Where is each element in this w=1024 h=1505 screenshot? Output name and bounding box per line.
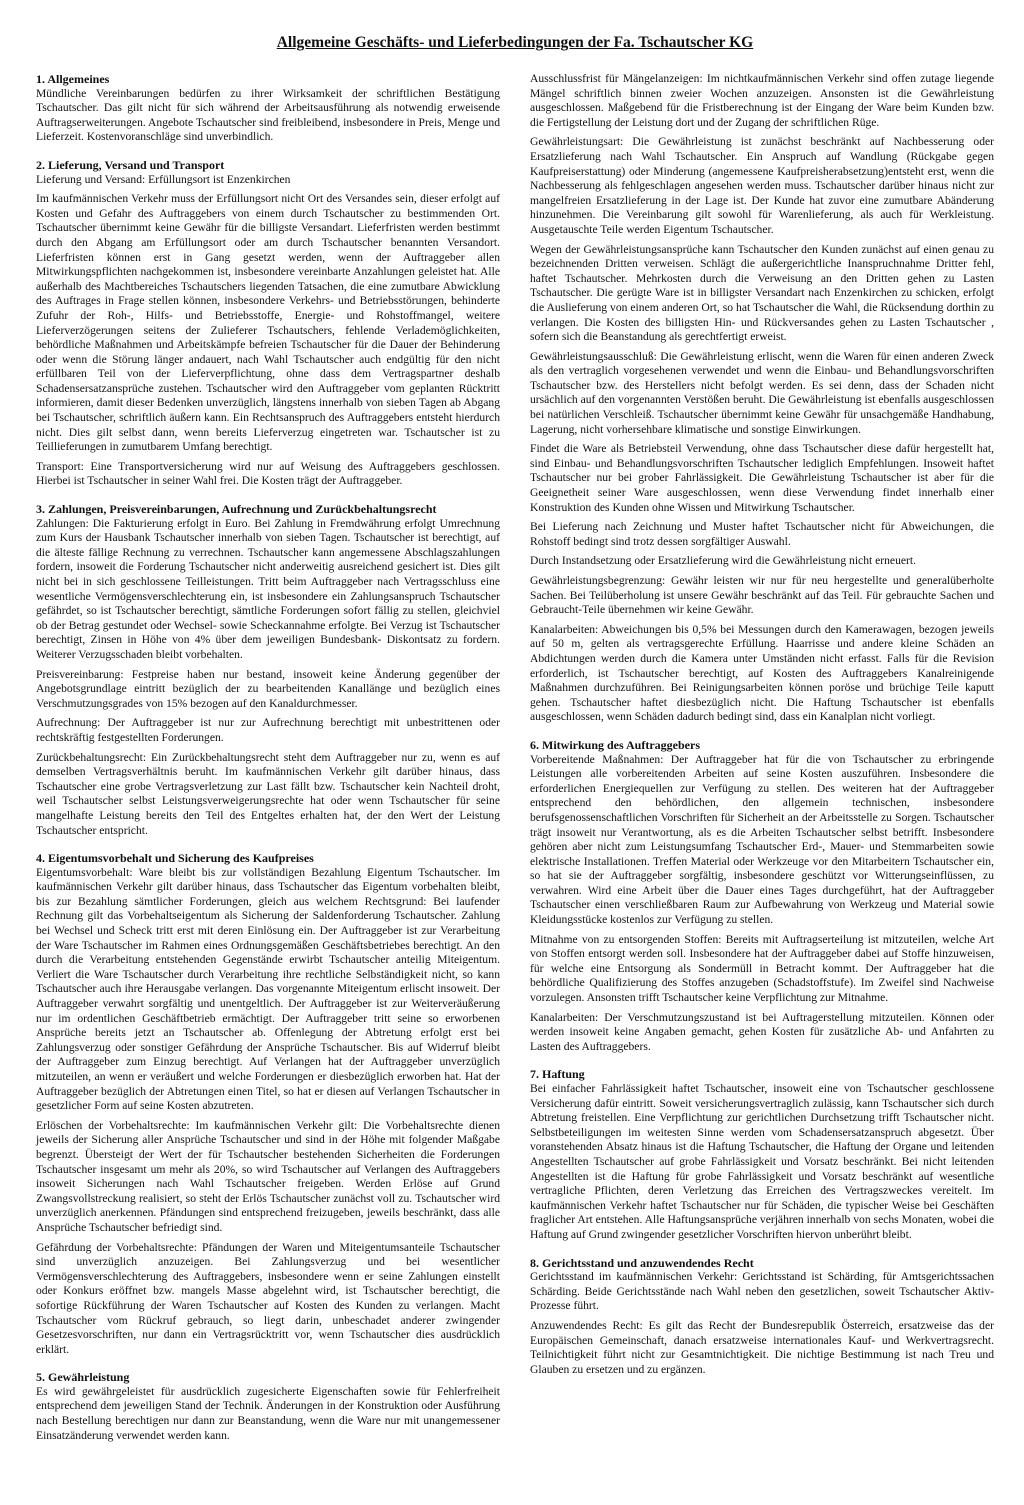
section-paragraph: Eigentumsvorbehalt: Ware bleibt bis zur vollständigen Bezahlung Eigentum Tschautscher. Im kaufmännischen Verkehr gilt darüber hinaus, dass Tschautscher das Eigentum vorbehalten bleibt, bis zur Bezahlung sämtlicher Forderungen, gleich aus welchem Rechtsgrund: Bei laufender Rechnung gilt das Vorbehaltseigentum als Sicherung der Saldenforderung Tschautscher. Zahlung bei Wechsel und Scheck tritt erst mit deren Einlösung ein. Der Auftraggeber ist zur Verarbeitung der Ware Tschautscher im Rahmen eines Ordnungsgemäßen Geschäftsbetriebes berechtigt. An den durch die Verarbeitung entstehenden Gegenstände erwirbt Tschautscher anteilig Miteigentum. Verliert die Ware Tschautscher durch Verarbeitung ihre rechtliche Selbständigkeit nicht, so kann Tschautscher auch ihre Herausgabe verlangen. Das vorgenannte Miteigentum erlischt insoweit. Der Auftraggeber verwahrt sorgfältig und unentgeltlich. Der Auftraggeber ist zur Weiterveräußerung nur im ordentlichen Geschäftbetrieb ermächtigt. Der Auftraggeber tritt seine so erworbenen Ansprüche bereits jetzt an Tschautscher ab. Offenlegung der Abtretung erfolgt erst bei Zahlungsverzug oder sonstiger Gefährdung der Ansprüche Tschautscher. Bis auf Widerruf bleibt der Auftraggeber zum Einzug berechtigt. Auf Verlangen hat der Auftraggeber unverzüglich mitzuteilen, an wenn er veräußert und welche Forderungen er diesbezüglich erworben hat. Hat der Auftraggeber bezüglich der Abtretungen einen Titel, so hat er diesen auf Verlangen Tschautscher in gesetzlicher Form auf seine Kosten abzutreten. (36, 865, 500, 1113)
section-paragraph: Gewährleistungsart: Die Gewährleistung ist zunächst beschränkt auf Nachbesserung oder Ersatzlieferung nach Wahl Tschautscher. Ein Anspruch auf Wandlung (Rückgabe gegen Kaufpreiserstattung) oder Minderung (angemessene Kaufpreisherabsetzung)entsteht erst, wenn die Nachbesserung als fehlgeschlagen angesehen werden muss. Tschautscher darüber hinaus nicht zur mangelfreien Ersatzlieferung in der Lage ist. Der Kunde hat zuvor eine zumutbare Abänderung hinzunehmen. Die Vereinbarung gilt sowohl für Warenlieferung, als auch für Werkleistung. Ausgetauschte Teile werden Eigentum Tschautscher. (530, 135, 994, 236)
document-title: Allgemeine Geschäfts- und Lieferbedingungen der Fa. Tschautscher KG (276, 34, 754, 51)
section-paragraph: Kanalarbeiten: Der Verschmutzungszustand ist bei Auftragerstellung mitzuteilen. Können oder werden insoweit keine Angaben gemacht, gehen Kosten für zusätzliche Ab- und Anfahrten zu Lasten des Auftraggebers. (530, 1010, 994, 1053)
section-paragraph: Ausschlussfrist für Mängelanzeigen: Im nichtkaufmännischen Verkehr sind offen zutage liegende Mängel schriftlich binnen zweier Wochen anzuzeigen. Ansonsten ist die Gewährleistung ausgeschlossen. Maßgebend für die Fristberechnung ist der Eingang der Ware beim Kunden bzw. die Fertigstellung der Leistung dort und der Zugang der schriftlichen Rüge. (530, 72, 994, 129)
section-paragraph: Mitnahme von zu entsorgenden Stoffen: Bereits mit Auftragserteilung ist mitzuteilen, welche Art von Stoffen entsorgt werden soll. Insbesondere hat der Auftraggeber dabei auf Stoffe hinzuweisen, für welche eine Entsorgung als Sondermüll in Betracht kommt. Der Auftraggeber hat die behördliche Qualifizierung des Stoffes anzugeben (Schadstoffstufe). Im Zweifel sind Nachweise vorzulegen. Ansonsten trifft Tschautscher keine Verpflichtung zur Mitnahme. (530, 932, 994, 1005)
section-paragraph: Gefährdung der Vorbehaltsrechte: Pfändungen der Waren und Miteigentumsanteile Tschautscher sind unverzüglich anzuzeigen. Bei Zahlungsverzug und bei wesentlicher Vermögensverschlechterung des Auftraggebers, insbesondere wenn er seine Zahlungen einstellt oder Konkurs eröffnet bzw. mangels Masse abgelehnt wird, ist Tschautscher berechtigt, die sofortige Rückführung der Waren Tschautscher auf Kosten des Kunden zu verlangen. Macht Tschautscher vom Rückruf gebrauch, so liegt darin, unbeschadet anderer zwingender Gesetzesvorschriften, nur dann ein Vertragsrücktritt vor, wenn Tschautscher dies ausdrücklich erklärt. (36, 1240, 500, 1356)
terms-section (36, 72, 500, 145)
section-heading: 1. Allgemeines (36, 72, 110, 86)
two-column-body (36, 72, 994, 1456)
terms-section (36, 1370, 500, 1443)
left-column (36, 72, 500, 1456)
section-paragraph: Bei einfacher Fahrlässigkeit haftet Tschautscher, insoweit eine von Tschautscher geschlossene Versicherung dafür eintritt. Soweit versicherungsvertraglich zulässig, kann Tschautscher sich durch Abtretung freistellen. Eine Verpflichtung zur gerichtlichen Durchsetzung trifft Tschautscher nicht. Selbstbeteiligungen im weitesten Sinne werden vom Schadensersatzanspruch abgesetzt. Über voranstehenden Absatz hinaus ist die Haftung Tschautscher, die Haftung der Organe und leitenden Angestellten Tschautscher auf grobe Fahrlässigkeit und Vorsatz beschränkt. Bei nicht leitenden Angestellten ist die Haftung für grobe Fahrlässigkeit und Vorsatz beschränkt auf wesentliche vertragliche Pflichten, deren Verletzung das Erreichen des Vertragszweckes vereitelt. Im kaufmännischen Verkehr haftet Tschautscher nur für Schäden, die typischer Weise bei Geschäften fraglicher Art entstehen. Alle Haftungsansprüche verjähren innerhalb von sechs Monaten, wobei die Haftung auf Grund zwingender gesetzlicher Vorschriften hiervon unberührt bleibt. (530, 1082, 994, 1241)
section-paragraph: Gerichtsstand im kaufmännischen Verkehr: Gerichtsstand ist Schärding, für Amtsgerichtssachen Schärding. Beide Gerichtsstände nach Wahl neben den gesetzlichen, soweit Tschautscher Aktiv-Prozesse führt. (530, 1270, 994, 1313)
section-heading: 7. Haftung (530, 1067, 585, 1082)
section-paragraph: Wegen der Gewährleistungsansprüche kann Tschautscher den Kunden zunächst auf einen genau zu bezeichnenden Dritten verweisen. Schlägt die außergerichtliche Inanspruchnahme Dritter fehl, haftet Tschautscher. Mehrkosten durch die Verweisung an den Dritten gehen zu Lasten Tschautscher. Die gerügte Ware ist in billigster Versandart nach Enzenkirchen zu schicken, erfolgt die Auslieferung von einem anderen Ort, so hat Tschautscher die Wahl, die Rücksendung dorthin zu verlangen. Die Kosten des billigsten Hin- und Rückversandes gehen zu Lasten Tschautscher , sofern sich die Beanstandung als gerechtfertigt erweist. (530, 242, 994, 344)
section-paragraph: Es wird gewährgeleistet für ausdrücklich zugesicherte Eigenschaften sowie für Fehlerfreiheit entsprechend dem jeweiligen Stand der Technik. Änderungen in der Konstruktion oder Ausführung nach Bestellung berechtigen nur dann zur Beanstandung, wenn die Ware nur mit unangemessener Einsatzänderung verwendet werden kann. (36, 1384, 500, 1442)
section-paragraph: Durch Instandsetzung oder Ersatzlieferung wird die Gewährleistung nicht erneuert. (530, 554, 916, 568)
terms-section (36, 158, 500, 489)
section-paragraph: Anzuwendendes Recht: Es gilt das Recht der Bundesrepublik Österreich, ersatzweise das der Europäischen Gemeinschaft, danach ersatzweise internationales Kauf- und Werkvertragsrecht. Teilnichtigkeit führt nicht zur Gesamtnichtigkeit. Die nichtige Bestimmung ist nach Treu und Glauben zu ersetzen und zu ergänzen. (530, 1318, 994, 1376)
section-heading: 6. Mitwirkung des Auftraggebers (530, 737, 700, 752)
terms-section (530, 738, 994, 1054)
section-paragraph: Gewährleistungsausschluß: Die Gewährleistung erlischt, wenn die Waren für einen anderen Zweck als den vertraglich vorgesehenen verwendet und wenn die Einbau- und Behandlungsvorschriften Tschautscher bzw. des Herstellers nicht befolgt werden. Es sei denn, dass der Schaden nicht ursächlich auf den vorgenannten Verstößen beruht. Die Gewährleistung ist ebenfalls ausgeschlossen bei natürlichen Verschleiß. Tschautscher übernimmt keine Gewähr für unsachgemäße Handhabung, Lagerung, nicht vorhersehbare klimatische und sonstige Einwirkungen. (530, 349, 994, 436)
right-column (530, 72, 994, 1456)
section-paragraph: Kanalarbeiten: Abweichungen bis 0,5% bei Messungen durch den Kamerawagen, bezogen jeweils auf 50 m, gelten als vertragsgerechte Erfüllung. Haarrisse und andere kleine Schäden an Abdichtungen werden durch die Kamera unter Umständen nicht erfasst. Falls für die Revision erforderlich, ist Tschautscher berechtigt, auf Kosten des Auftraggebers Kanalreinigende Maßnahmen durchzuführen. Bei Reinigungsarbeiten können poröse und brüchige Teile kaputt gehen. Tschautscher haftet diesbezüglich nicht. Die Haftung Tschautscher ist ebenfalls ausgeschlossen, wenn Schäden dadurch bedingt sind, dass ein Kanalplan nicht vorliegt. (530, 622, 994, 724)
section-paragraph: Erlöschen der Vorbehaltsrechte: Im kaufmännischen Verkehr gilt: Die Vorbehaltsrechte dienen jeweils der Sicherung aller Ansprüche Tschautscher und sind in der Höhe mit folgender Maßgabe begrenzt. Übersteigt der Wert der für Tschautscher bestehenden Sicherheiten die Forderungen Tschautscher insgesamt um mehr als 20%, so wird Tschautscher auf Verlangen des Auftraggebers insoweit Sicherungen nach Wahl Tschautscher freigeben. Werden Erlöse auf Grund Zwangsvollstreckung realisiert, so steht der Erlös Tschautscher zunächst voll zu. Tschautscher wird unverzüglich anerkennen. Pfändungen sind entsprechend freizugeben, jeweils beschränkt, dass alle Ansprüche Tschautscher befriedigt sind. (36, 1118, 500, 1234)
section-heading: 3. Zahlungen, Preisvereinbarungen, Aufrechnung und Zurückbehaltungsrecht (36, 502, 437, 517)
section-paragraph: Lieferung und Versand: Erfüllungsort ist Enzenkirchen (36, 172, 291, 186)
terms-section (530, 72, 994, 725)
section-heading: 5. Gewährleistung (36, 1370, 130, 1385)
section-heading: 4. Eigentumsvorbehalt und Sicherung des Kaufpreises (36, 851, 314, 866)
section-paragraph: Gewährleistungsbegrenzung: Gewähr leisten wir nur für neu hergestellte und generalüberholte Sachen. Bei Teilüberholung ist unsere Gewähr beschränkt auf das Teil. Für gebrauchte Sachen und Gebraucht-Teile übernehmen wir keine Gewähr. (530, 574, 994, 617)
section-paragraph: Vorbereitende Maßnahmen: Der Auftraggeber hat für die von Tschautscher zu erbringende Leistungen alle vorbereitenden Arbeiten auf seine Kosten auszuführen. Insbesondere die erforderlichen Energiequellen zur Verfügung zu stellen. Des weiteren hat der Auftraggeber entsprechend den behördlichen, den allgemein technischen, insbesondere berufsgenossenschaftlichen Vorschriften für Sicherheit an der Arbeitsstelle zu Sorgen. Tschautscher trägt insoweit nur Verantwortung, als es die Arbeiten Tschautscher selbst betrifft. Insbesondere gehören aber nicht zum Leistungsumfang Tschautscher Erd-, Mauer- und Stemmarbeiten sowie elektrische Installationen. Treffen Material oder Werkzeuge vor den Mitarbeitern Tschautscher ein, so hat sie der Auftraggeber sorgfältig, insbesondere geschützt vor Witterungseinflüssen, zu verwahren. Wird eine Arbeit über die Dauer eines Tages durchgeführt, hat der Auftraggeber Tschautscher einen verschließbaren Raum zur Aufbewahrung von Werkzeug und Material sowie Kleidungsstücke kostenlos zur Verfügung zu stellen. (530, 752, 994, 927)
section-heading: 2. Lieferung, Versand und Transport (36, 157, 225, 172)
terms-section (530, 1067, 994, 1242)
section-paragraph: Preisvereinbarung: Festpreise haben nur bestand, insoweit keine Änderung gegenüber der Angebotsgrundlage eintritt bezüglich der zu bearbeitenden Kanallänge und bezüglich eines Verschmutzungsgrades von 15% bezogen auf den Kanaldurchmesser. (36, 667, 500, 710)
terms-section (530, 1256, 994, 1378)
section-paragraph: Mündliche Vereinbarungen bedürfen zu ihrer Wirksamkeit der schriftlichen Bestätigung Tschautscher. Das gilt nicht für sich während der Arbeitsausführung als notwendig erweisende Auftragserweiterungen. Angebote Tschautscher sind freibleibend, insbesondere in Preis, Menge und Lieferzeit. Kostenvoranschläge sind unverbindlich. (36, 86, 500, 144)
section-paragraph: Bei Lieferung nach Zeichnung und Muster haftet Tschautscher nicht für Abweichungen, die Rohstoff bedingt sind trotz dessen sorgfältiger Auswahl. (530, 520, 994, 548)
section-paragraph: Zahlungen: Die Fakturierung erfolgt in Euro. Bei Zahlung in Fremdwährung erfolgt Umrechnung zum Kurs der Hausbank Tschautscher innerhalb von sieben Tagen. Tschautscher ist berechtigt, auf die älteste fällige Rechnung zu verrechnen. Tschautscher kann angemessene Abschlagszahlungen fordern, insoweit die Forderung Tschautscher nicht anderweitig ausreichend gesichert ist. Dies gilt nicht bei in sich geschlossene Teilleistungen. Tritt beim Auftraggeber nach Vertragsschluss eine wesentliche Vermögensverschlechterung ein, ist insbesondere ein Zahlungsanspruch Tschautscher gefährdet, so ist Tschautscher berechtigt, sämtliche Forderungen sofort fällig zu stellen, gleichviel ob der Betrag gestundet oder Wechsel- sowie Scheckannahme erfolgte. Bei Verzug ist Tschautscher berechtigt, Zinsen in Höhe von 4% über dem jeweiligen Bundesbank- Diskontsatz zu fordern. Weiterer Verzugsschaden bleibt vorbehalten. (36, 516, 500, 661)
section-paragraph: Aufrechnung: Der Auftraggeber ist nur zur Aufrechnung berechtigt mit unbestrittenen oder rechtskräftig festgestellten Forderungen. (36, 716, 500, 744)
section-heading: 8. Gerichtsstand und anzuwendendes Recht (530, 1255, 754, 1270)
terms-section (36, 502, 500, 838)
section-paragraph: Im kaufmännischen Verkehr muss der Erfüllungsort nicht Ort des Versandes sein, dieser erfolgt auf Kosten und Gefahr des Auftraggebers von einem durch Tschautscher zu bestimmenden Ort. Tschautscher übernimmt keine Gewähr für die billigste Versandart. Lieferfristen werden bestimmt durch den Abgang am Erfüllungsort oder am durch Tschautscher benannten Versandort. Lieferfristen können erst in Gang gesetzt werden, wenn der Auftraggeber allen Mitwirkungspflichten nachgekommen ist, insbesondere vereinbarte Anzahlungen geleistet hat. Alle außerhalb des Machtbereiches Tschautschers liegenden Tatsachen, die eine zumutbare Abwicklung des Auftrages in Frage stellen können, insbesondere Verkehrs- und Betriebsstörungen, behinderte Zufuhr der Roh-, Hilfs- und Betriebsstoffe, Energie- und Rohstoffmangel, weitere Lieferverzögerungen seitens der Zulieferer Tschautschers, fehlende Verlademöglichkeiten, behördliche Maßnahmen und Arbeitskämpfe befreien Tschautscher für die Dauer der Behinderung oder wenn die Störung länger andauert, nach Wahl Tschautscher auch endgültig für den nicht erfüllbaren Teil von der Lieferverpflichtung, ohne dass dem Vertragspartner deshalb Schadensersatzansprüche zustehen. Tschautscher wird den Auftraggeber vom geplanten Rücktritt informieren, damit dieser Bedenken unverzüglich, längstens innerhalb von sieben Tagen ab Abgang bei Tschautscher, schriftlich äußern kann. Ein Rechtsanspruch des Auftraggebers entsteht hierdurch nicht. Dies gilt selbst dann, wenn bereits Lieferverzug eingetreten war. Tschautscher ist zu Teillieferungen in zumutbarem Umfang berechtigt. (36, 192, 500, 454)
section-paragraph: Findet die Ware als Betriebsteil Verwendung, ohne dass Tschautscher diese dafür hergestellt hat, sind Einbau- und Behandlungsvorschriften Tschautscher lediglich Empfehlungen. Insoweit haftet Tschautscher nur bei grober Fahrlässigkeit. Die Gewährleistung Tschautscher ist aber für die Geeignetheit seiner Ware ausgeschlossen, wenn diese Verwendung findet innerhalb einer Konstruktion des Kunden ohne Wissen und Mitwirkung Tschautscher. (530, 442, 994, 514)
terms-section (36, 851, 500, 1357)
section-paragraph: Transport: Eine Transportversicherung wird nur auf Weisung des Auftraggebers geschlossen. Hierbei ist Tschautscher in seiner Wahl frei. Die Kosten trägt der Auftraggeber. (36, 459, 500, 488)
section-paragraph: Zurückbehaltungsrecht: Ein Zurückbehaltungsrecht steht dem Auftraggeber nur zu, wenn es auf demselben Vertragsverhältnis beruht. Im kaufmännischen Verkehr gilt darüber hinaus, dass Tschautscher eine grobe Vertragsverletzung zur Last fällt bzw. Tschautscher kein Nachteil droht, weil Tschautscher selbst Leistungsverweigerungsrechte hat oder wenn Tschautscher für seine mangelhafte Leistung bereits den Teil des Entgeltes erhalten hat, der den Wert der Leistung Tschautscher entspricht. (36, 750, 500, 837)
